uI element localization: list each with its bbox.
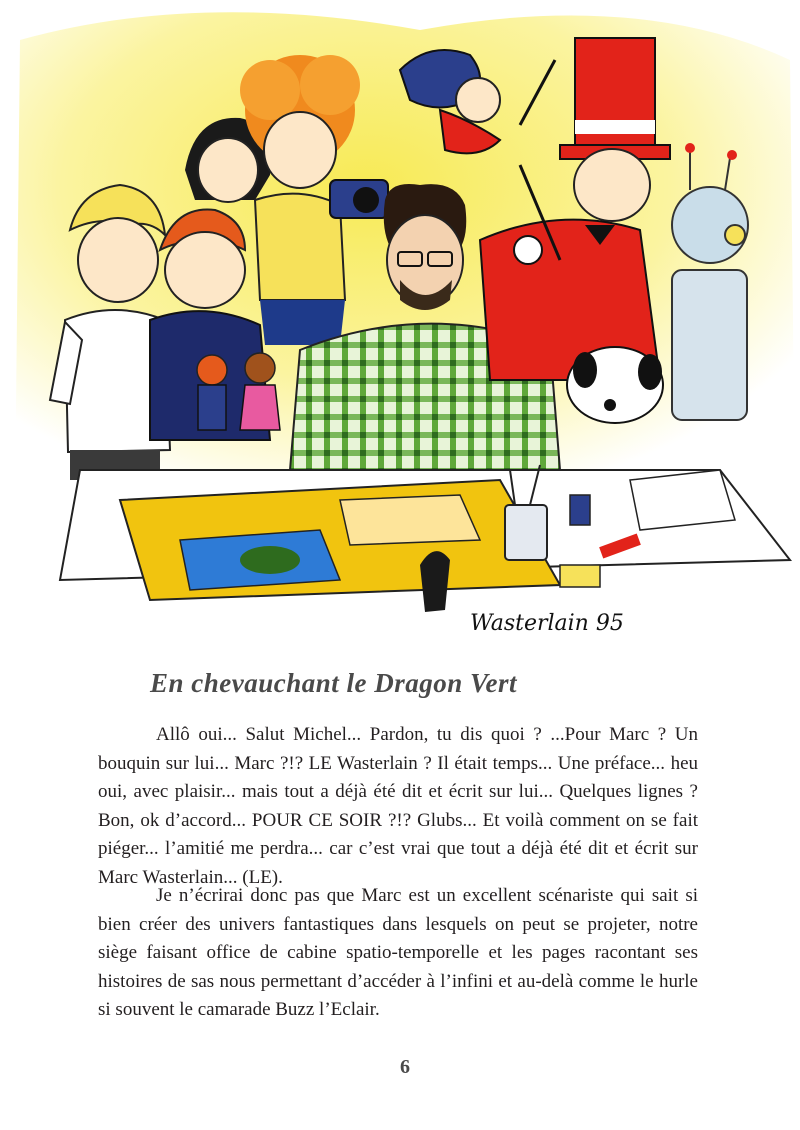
page-number: 6 <box>400 1056 410 1078</box>
artist-signature: Wasterlain 95 <box>470 611 624 636</box>
paragraph-2: Je n’écrirai donc pas que Marc est un excellent scénariste qui sait si bien créer des univers fantastiques dans lesquels on peut se projeter, notre siège faisant office de cabine spatio-temporelle et les pages racontant ses histoires de sas nous permettant d’accéder à l’infini et au-delà comme le hurle si souvent le camarade Buzz l’Eclair. <box>98 885 698 1020</box>
page-title: En chevauchant le Dragon Vert <box>150 668 518 698</box>
drawing-desk <box>60 465 790 612</box>
dog-figure <box>567 347 663 423</box>
paragraph-1: Allô oui... Salut Michel... Pardon, tu dis quoi ? ...Pour Marc ? Un bouquin sur lui... Marc ?!? LE Wasterlain ? Il était temps... Une préface... heu oui, avec plaisir... mais tout a déjà été dit et écrit sur lui... Quelques lignes ? Bon, ok d’accord... POUR CE SOIR ?!? Glubs... Et voilà comment on se fait piéger... l’amitié me perdra... car c’est vrai que tout a déjà été dit et écrit sur Marc Wasterlain... (LE). <box>98 724 698 888</box>
